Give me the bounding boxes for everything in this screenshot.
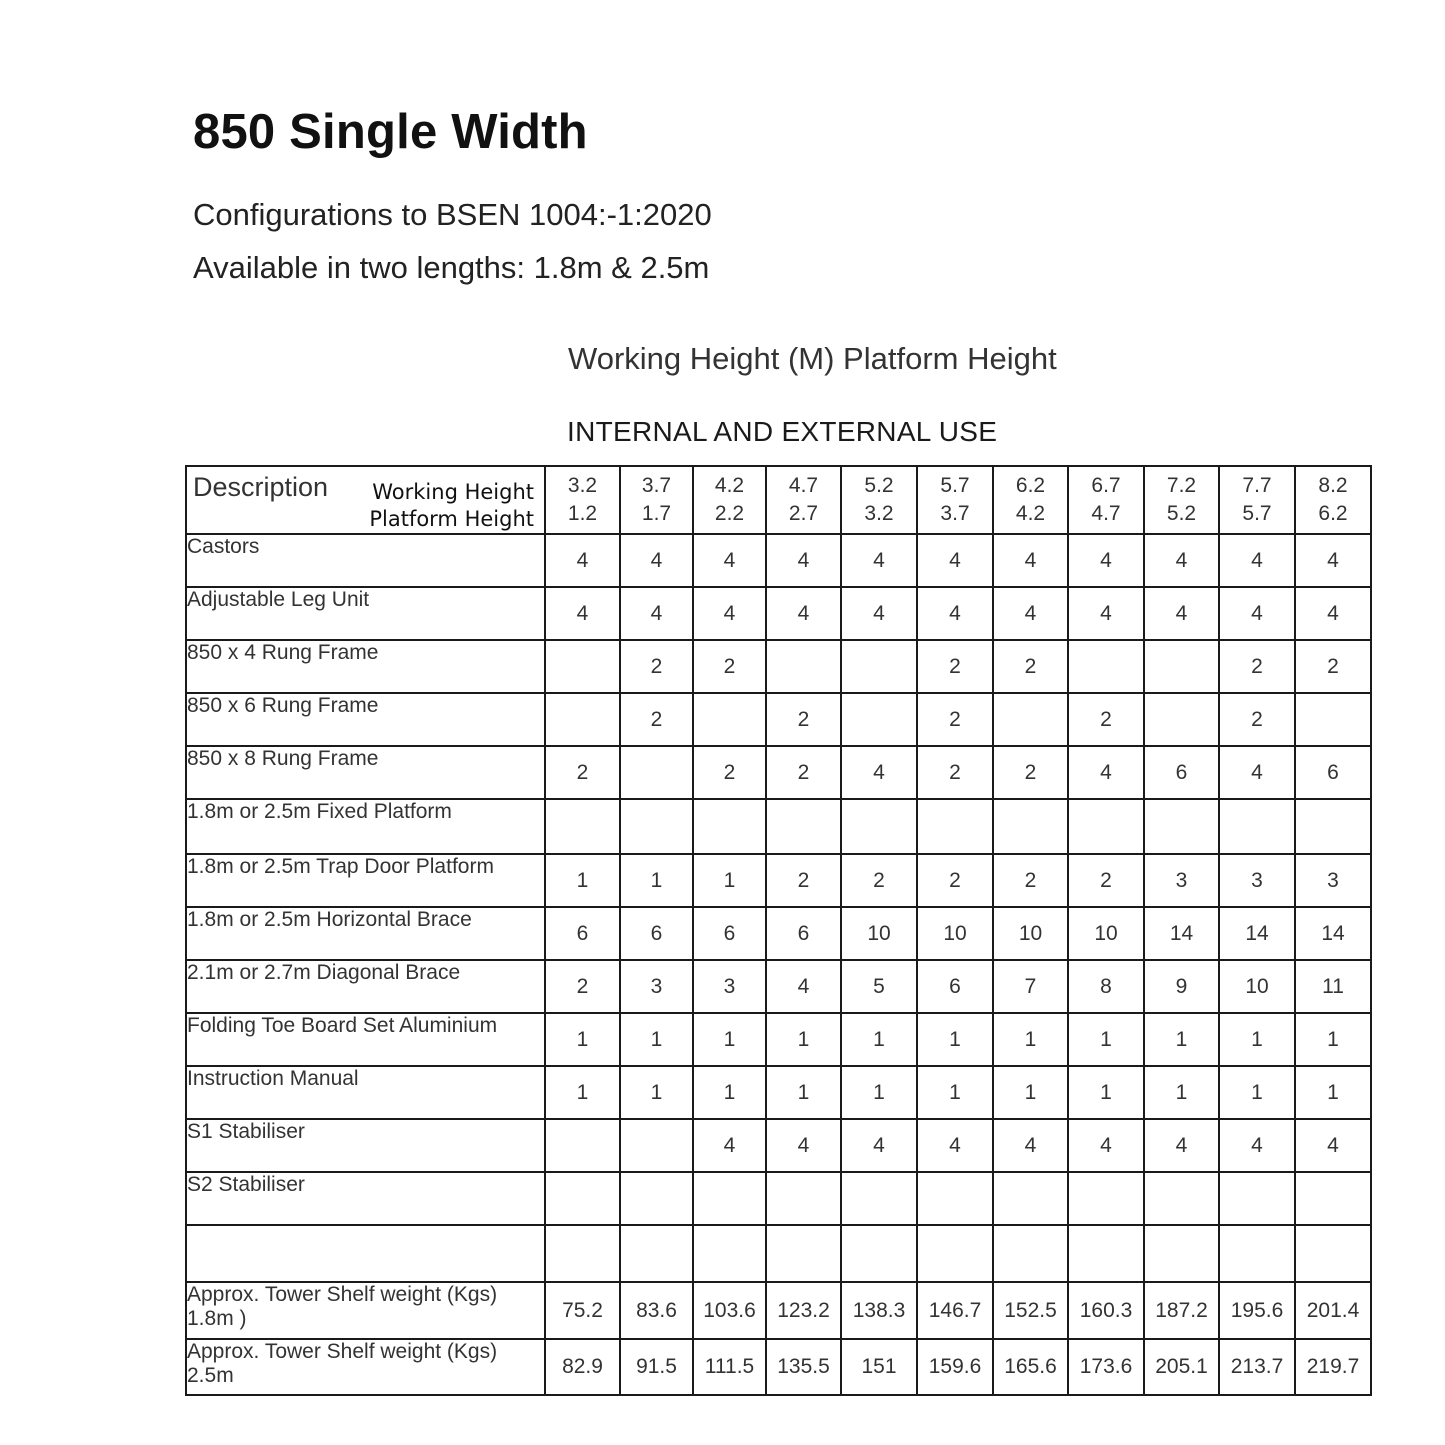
table-cell — [545, 1225, 620, 1282]
table-cell — [841, 693, 917, 746]
table-cell: 2 — [620, 640, 693, 693]
platform-height-label: Platform Height — [369, 507, 534, 531]
table-cell: 2 — [993, 854, 1068, 907]
platform-height-value: 5.7 — [1242, 502, 1272, 525]
table-header-row — [186, 466, 1371, 534]
row-label: Approx. Tower Shelf weight (Kgs) 1.8m ) — [186, 1282, 545, 1339]
table-cell: 1 — [1295, 1013, 1371, 1066]
table-cell: 4 — [1219, 534, 1295, 587]
working-height-value: 4.2 — [714, 474, 745, 497]
table-cell: 111.5 — [693, 1339, 766, 1395]
table-cell: 219.7 — [1295, 1339, 1371, 1395]
table-cell: 146.7 — [917, 1282, 993, 1339]
height-column-header — [1068, 466, 1144, 534]
table-cell: 1 — [1144, 1013, 1219, 1066]
table-cell: 2 — [545, 746, 620, 799]
table-cell — [766, 1225, 841, 1282]
table-cell: 8 — [1068, 960, 1144, 1013]
table-cell — [1219, 799, 1295, 854]
table-cell: 6 — [545, 907, 620, 960]
row-label: 1.8m or 2.5m Trap Door Platform — [186, 854, 545, 907]
table-cell: 138.3 — [841, 1282, 917, 1339]
table-cell: 4 — [766, 1119, 841, 1172]
platform-height-value: 1.7 — [641, 502, 672, 525]
table-cell: 2 — [993, 746, 1068, 799]
table-cell: 4 — [1068, 1119, 1144, 1172]
table-cell: 4 — [1068, 534, 1144, 587]
table-cell: 1 — [620, 854, 693, 907]
table-cell: 2 — [841, 854, 917, 907]
table-cell: 152.5 — [993, 1282, 1068, 1339]
table-cell — [693, 799, 766, 854]
table-cell — [993, 693, 1068, 746]
table-cell: 159.6 — [917, 1339, 993, 1395]
table-cell — [620, 1119, 693, 1172]
table-cell: 4 — [693, 534, 766, 587]
table-row — [186, 1172, 1371, 1225]
table-cell: 6 — [917, 960, 993, 1013]
heights-heading: Working Height (M) Platform Height — [568, 341, 1057, 376]
table-cell: 1 — [620, 1013, 693, 1066]
row-label: Folding Toe Board Set Aluminium — [186, 1013, 545, 1066]
table-cell: 4 — [993, 587, 1068, 640]
table-cell: 3 — [1144, 854, 1219, 907]
row-label: 1.8m or 2.5m Horizontal Brace — [186, 907, 545, 960]
working-height-value: 3.7 — [641, 474, 672, 497]
platform-height-value: 3.7 — [940, 502, 970, 525]
table-cell: 4 — [766, 960, 841, 1013]
table-cell: 3 — [1295, 854, 1371, 907]
table-cell: 1 — [993, 1066, 1068, 1119]
table-cell: 4 — [1068, 587, 1144, 640]
table-cell: 1 — [693, 1066, 766, 1119]
table-cell: 14 — [1295, 907, 1371, 960]
table-cell: 1 — [1295, 1066, 1371, 1119]
table-cell — [545, 640, 620, 693]
table-cell: 4 — [1219, 587, 1295, 640]
table-cell: 2 — [1068, 854, 1144, 907]
table-cell: 5 — [841, 960, 917, 1013]
table-cell: 14 — [1219, 907, 1295, 960]
platform-height-value: 6.2 — [1318, 502, 1348, 525]
table-cell: 2 — [693, 640, 766, 693]
table-cell: 151 — [841, 1339, 917, 1395]
table-cell — [545, 799, 620, 854]
table-cell: 9 — [1144, 960, 1219, 1013]
table-cell: 2 — [917, 854, 993, 907]
table-cell: 160.3 — [1068, 1282, 1144, 1339]
table-cell: 4 — [1219, 746, 1295, 799]
table-cell — [620, 799, 693, 854]
table-cell — [1295, 693, 1371, 746]
table-cell: 1 — [545, 1013, 620, 1066]
table-cell: 4 — [917, 587, 993, 640]
table-cell — [841, 1172, 917, 1225]
table-cell: 4 — [766, 587, 841, 640]
height-column-header — [841, 466, 917, 534]
table-cell: 4 — [1144, 534, 1219, 587]
platform-height-value: 2.7 — [788, 502, 819, 525]
table-row — [186, 587, 1371, 640]
table-cell: 7 — [993, 960, 1068, 1013]
table-row — [186, 693, 1371, 746]
table-cell — [1219, 1225, 1295, 1282]
table-cell: 6 — [1295, 746, 1371, 799]
table-cell: 4 — [1295, 1119, 1371, 1172]
table-cell: 2 — [917, 640, 993, 693]
table-cell: 1 — [993, 1013, 1068, 1066]
table-cell: 165.6 — [993, 1339, 1068, 1395]
table-cell — [766, 1172, 841, 1225]
row-label: Castors — [186, 534, 545, 587]
table-cell: 187.2 — [1144, 1282, 1219, 1339]
platform-height-value: 4.7 — [1091, 502, 1121, 525]
table-cell: 6 — [693, 907, 766, 960]
table-cell — [545, 1119, 620, 1172]
table-cell — [993, 1172, 1068, 1225]
table-cell: 4 — [917, 1119, 993, 1172]
configuration-table — [185, 465, 1372, 1396]
table-cell: 4 — [1144, 587, 1219, 640]
height-column-header — [766, 466, 841, 534]
table-cell — [1144, 799, 1219, 854]
table-row — [186, 1013, 1371, 1066]
platform-height-value: 3.2 — [864, 502, 894, 525]
table-cell: 103.6 — [693, 1282, 766, 1339]
height-column-header — [620, 466, 693, 534]
table-cell: 1 — [917, 1013, 993, 1066]
working-height-value: 3.2 — [567, 474, 598, 497]
table-cell — [841, 1225, 917, 1282]
row-label: Instruction Manual — [186, 1066, 545, 1119]
table-cell — [841, 640, 917, 693]
table-cell: 1 — [545, 1066, 620, 1119]
table-row — [186, 799, 1371, 854]
table-cell — [993, 799, 1068, 854]
table-row — [186, 1066, 1371, 1119]
row-label: Approx. Tower Shelf weight (Kgs) 2.5m — [186, 1339, 545, 1395]
use-heading: INTERNAL AND EXTERNAL USE — [567, 416, 998, 447]
table-cell: 3 — [693, 960, 766, 1013]
table-cell: 2 — [545, 960, 620, 1013]
table-cell: 2 — [1068, 693, 1144, 746]
table-cell: 4 — [1295, 534, 1371, 587]
table-cell: 2 — [766, 693, 841, 746]
table-cell — [766, 799, 841, 854]
table-cell: 11 — [1295, 960, 1371, 1013]
table-cell: 135.5 — [766, 1339, 841, 1395]
table-cell: 6 — [1144, 746, 1219, 799]
table-cell: 4 — [917, 534, 993, 587]
height-labels — [369, 479, 534, 533]
working-height-value: 4.7 — [788, 474, 819, 497]
table-cell: 1 — [766, 1066, 841, 1119]
table-cell: 10 — [1068, 907, 1144, 960]
table-cell: 14 — [1144, 907, 1219, 960]
working-height-value: 6.7 — [1091, 474, 1121, 497]
table-cell — [545, 1172, 620, 1225]
table-cell: 1 — [1219, 1013, 1295, 1066]
table-cell: 75.2 — [545, 1282, 620, 1339]
table-cell: 83.6 — [620, 1282, 693, 1339]
table-cell: 6 — [620, 907, 693, 960]
table-row — [186, 640, 1371, 693]
table-cell: 2 — [766, 746, 841, 799]
table-cell: 2 — [620, 693, 693, 746]
table-cell — [917, 1225, 993, 1282]
table-cell — [545, 693, 620, 746]
table-cell: 4 — [620, 587, 693, 640]
row-label: 850 x 6 Rung Frame — [186, 693, 545, 746]
table-cell: 4 — [693, 587, 766, 640]
table-cell — [1144, 1225, 1219, 1282]
height-column-header — [693, 466, 766, 534]
table-cell: 195.6 — [1219, 1282, 1295, 1339]
table-cell — [693, 693, 766, 746]
table-cell — [1295, 799, 1371, 854]
table-cell: 4 — [545, 534, 620, 587]
table-cell — [766, 640, 841, 693]
table-cell: 2 — [993, 640, 1068, 693]
platform-height-value: 1.2 — [567, 502, 598, 525]
working-height-value: 5.7 — [940, 474, 970, 497]
table-cell: 3 — [1219, 854, 1295, 907]
table-cell: 10 — [1219, 960, 1295, 1013]
table-cell: 2 — [766, 854, 841, 907]
standard-subtitle: Configurations to BSEN 1004:-1:2020 — [193, 197, 712, 232]
table-row — [186, 1282, 1371, 1339]
platform-height-value: 4.2 — [1015, 502, 1046, 525]
table-cell — [1068, 1225, 1144, 1282]
row-label — [186, 1225, 545, 1282]
table-cell: 2 — [1295, 640, 1371, 693]
table-cell: 4 — [841, 746, 917, 799]
table-row — [186, 854, 1371, 907]
table-row — [186, 534, 1371, 587]
table-cell: 4 — [841, 1119, 917, 1172]
table-cell: 10 — [841, 907, 917, 960]
table-cell: 4 — [841, 587, 917, 640]
table-cell: 1 — [1144, 1066, 1219, 1119]
table-cell — [993, 1225, 1068, 1282]
table-row — [186, 960, 1371, 1013]
table-row — [186, 907, 1371, 960]
table-cell — [693, 1172, 766, 1225]
row-label: 1.8m or 2.5m Fixed Platform — [186, 799, 545, 854]
table-cell: 82.9 — [545, 1339, 620, 1395]
table-cell — [1144, 640, 1219, 693]
height-column-header — [1295, 466, 1371, 534]
height-column-header — [1219, 466, 1295, 534]
table-cell — [620, 1172, 693, 1225]
table-cell: 173.6 — [1068, 1339, 1144, 1395]
table-cell: 1 — [841, 1013, 917, 1066]
table-cell: 6 — [766, 907, 841, 960]
table-cell: 1 — [620, 1066, 693, 1119]
table-cell — [1068, 640, 1144, 693]
table-cell: 4 — [693, 1119, 766, 1172]
row-label: 850 x 4 Rung Frame — [186, 640, 545, 693]
table-cell: 1 — [1219, 1066, 1295, 1119]
working-height-label: Working Height — [372, 480, 534, 504]
table-cell: 4 — [620, 534, 693, 587]
table-cell — [1144, 693, 1219, 746]
working-height-value: 8.2 — [1318, 474, 1348, 497]
description-header-cell — [186, 466, 545, 534]
table-cell — [1068, 1172, 1144, 1225]
table-cell: 205.1 — [1144, 1339, 1219, 1395]
table-cell: 1 — [545, 854, 620, 907]
platform-height-value: 2.2 — [714, 502, 745, 525]
table-cell: 2 — [1219, 640, 1295, 693]
row-label: S1 Stabiliser — [186, 1119, 545, 1172]
description-header: Description — [193, 472, 329, 502]
row-label: S2 Stabiliser — [186, 1172, 545, 1225]
table-cell — [1295, 1225, 1371, 1282]
table-cell: 2 — [1219, 693, 1295, 746]
table-cell — [1144, 1172, 1219, 1225]
table-cell: 4 — [1068, 746, 1144, 799]
table-cell: 1 — [693, 1013, 766, 1066]
table-cell — [1219, 1172, 1295, 1225]
platform-height-value: 5.2 — [1166, 502, 1197, 525]
height-column-header — [1144, 466, 1219, 534]
table-row — [186, 1225, 1371, 1282]
table-cell: 213.7 — [1219, 1339, 1295, 1395]
height-column-header — [993, 466, 1068, 534]
table-cell — [917, 799, 993, 854]
table-cell: 2 — [917, 693, 993, 746]
row-label: 850 x 8 Rung Frame — [186, 746, 545, 799]
table-cell: 4 — [1144, 1119, 1219, 1172]
table-cell: 4 — [1219, 1119, 1295, 1172]
table-cell: 4 — [545, 587, 620, 640]
table-row — [186, 1339, 1371, 1395]
working-height-value: 6.2 — [1015, 474, 1046, 497]
table-cell: 123.2 — [766, 1282, 841, 1339]
table-cell: 4 — [993, 1119, 1068, 1172]
table-cell: 1 — [1068, 1066, 1144, 1119]
table-cell — [693, 1225, 766, 1282]
table-cell: 1 — [766, 1013, 841, 1066]
table-cell: 1 — [693, 854, 766, 907]
height-column-header — [545, 466, 620, 534]
table-cell: 4 — [1295, 587, 1371, 640]
table-row — [186, 746, 1371, 799]
table-cell: 91.5 — [620, 1339, 693, 1395]
row-label: Adjustable Leg Unit — [186, 587, 545, 640]
table-cell — [917, 1172, 993, 1225]
table-cell: 10 — [993, 907, 1068, 960]
table-cell: 1 — [841, 1066, 917, 1119]
table-cell — [620, 746, 693, 799]
working-height-value: 5.2 — [864, 474, 894, 497]
table-cell — [620, 1225, 693, 1282]
page-title: 850 Single Width — [193, 105, 588, 159]
table-cell: 1 — [917, 1066, 993, 1119]
row-label: 2.1m or 2.7m Diagonal Brace — [186, 960, 545, 1013]
table-cell: 3 — [620, 960, 693, 1013]
table-cell: 4 — [993, 534, 1068, 587]
table-cell — [841, 799, 917, 854]
height-column-header — [917, 466, 993, 534]
table-cell — [1068, 799, 1144, 854]
table-cell: 2 — [917, 746, 993, 799]
table-cell: 2 — [693, 746, 766, 799]
table-cell: 1 — [1068, 1013, 1144, 1066]
table-cell: 4 — [841, 534, 917, 587]
lengths-subtitle: Available in two lengths: 1.8m & 2.5m — [193, 250, 710, 285]
table-cell: 4 — [766, 534, 841, 587]
table-cell: 10 — [917, 907, 993, 960]
working-height-value: 7.7 — [1242, 474, 1272, 497]
table-row — [186, 1119, 1371, 1172]
table-cell: 201.4 — [1295, 1282, 1371, 1339]
table-cell — [1295, 1172, 1371, 1225]
working-height-value: 7.2 — [1166, 474, 1197, 497]
